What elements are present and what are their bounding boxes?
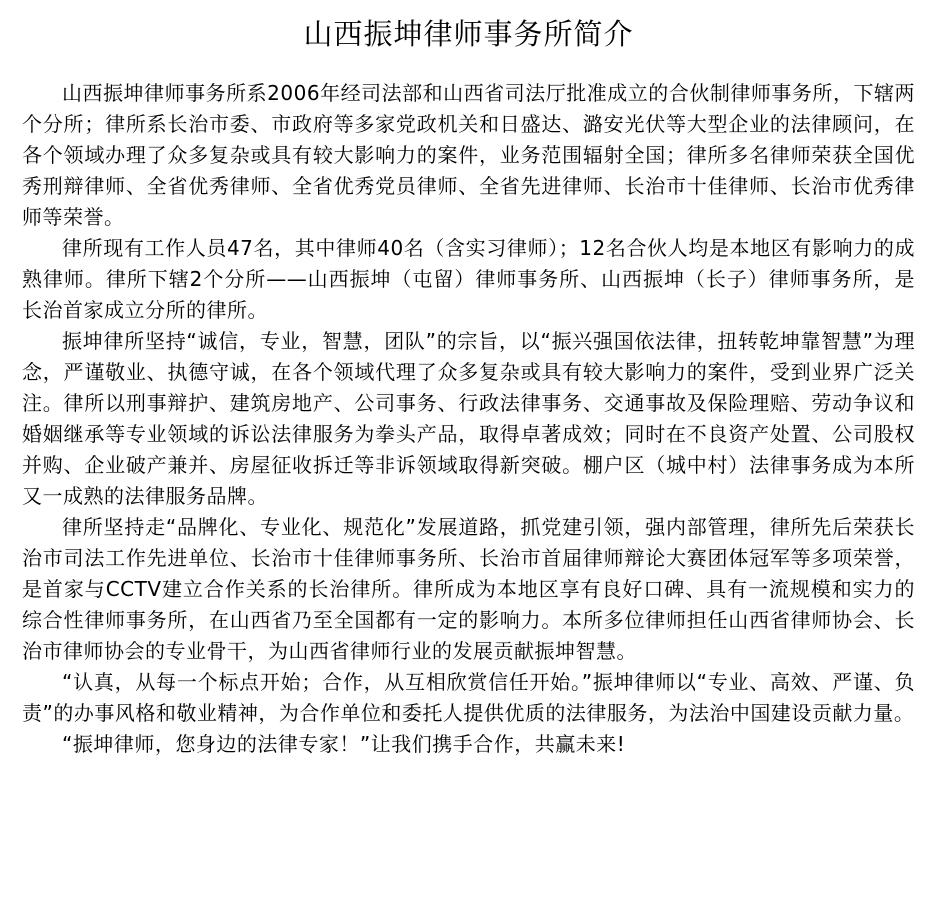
page-title: 山西振坤律师事务所简介 xyxy=(303,17,634,51)
paragraph-honors: 律所坚持走“品牌化、专业化、规范化”发展道路，抓党建引领，强内部管理，律所先后荣获长治市司法工作先进单位、长治市十佳律师事务所、长治市首届律师辩论大赛团体冠军等多项荣誉，是首家与CCTV建立合作关系的长治律所。律所成为本地区享有良好口碑、具有一流规模和实力的综合性律师事务所，在山西省乃至全国都有一定的影响力。本所多位律师担任山西省律师协会、长治市律师协会的专业骨干，为山西省律师行业的发展贡献振坤智慧。 xyxy=(22,515,915,663)
paragraph-motto: “认真，从每一个标点开始；合作，从互相欣赏信任开始。”振坤律师以“专业、高效、严谨、负责”的办事风格和敬业精神，为合作单位和委托人提供优质的法律服务，为法治中国建设贡献力量。 xyxy=(22,670,915,725)
paragraph-philosophy: 振坤律所坚持“诚信，专业，智慧，团队”的宗旨，以“振兴强国依法律，扭转乾坤靠智慧”为理念，严谨敬业、执德守诚，在各个领域代理了众多复杂或具有较大影响力的案件，受到业界广泛关注。律所以刑事辩护、建筑房地产、公司事务、行政法律事务、交通事故及保险理赔、劳动争议和婚姻继承等专业领域的诉讼法律服务为拳头产品，取得卓著成效；同时在不良资产处置、公司股权并购、企业破产兼并、房屋征收拆迁等非诉领域取得新突破。棚户区（城中村）法律事务成为本所又一成熟的法律服务品牌。 xyxy=(22,329,915,508)
paragraph-overview: 山西振坤律师事务所系2006年经司法部和山西省司法厅批准成立的合伙制律师事务所，下辖两个分所；律所系长治市委、市政府等多家党政机关和日盛达、潞安光伏等大型企业的法律顾问，在各个领域办理了众多复杂或具有较大影响力的案件，业务范围辐射全国；律所多名律师荣获全国优秀刑辩律师、全省优秀律师、全省优秀党员律师、全省先进律师、长治市十佳律师、长治市优秀律师等荣誉。 xyxy=(22,81,915,229)
paragraph-slogan: “振坤律师，您身边的法律专家！”让我们携手合作，共赢未来! xyxy=(62,732,626,756)
paragraph-staff: 律所现有工作人员47名，其中律师40名（含实习律师）；12名合伙人均是本地区有影响力的成熟律师。律所下辖2个分所——山西振坤（屯留）律师事务所、山西振坤（长子）律师事务所，是长治首家成立分所的律所。 xyxy=(22,236,915,322)
